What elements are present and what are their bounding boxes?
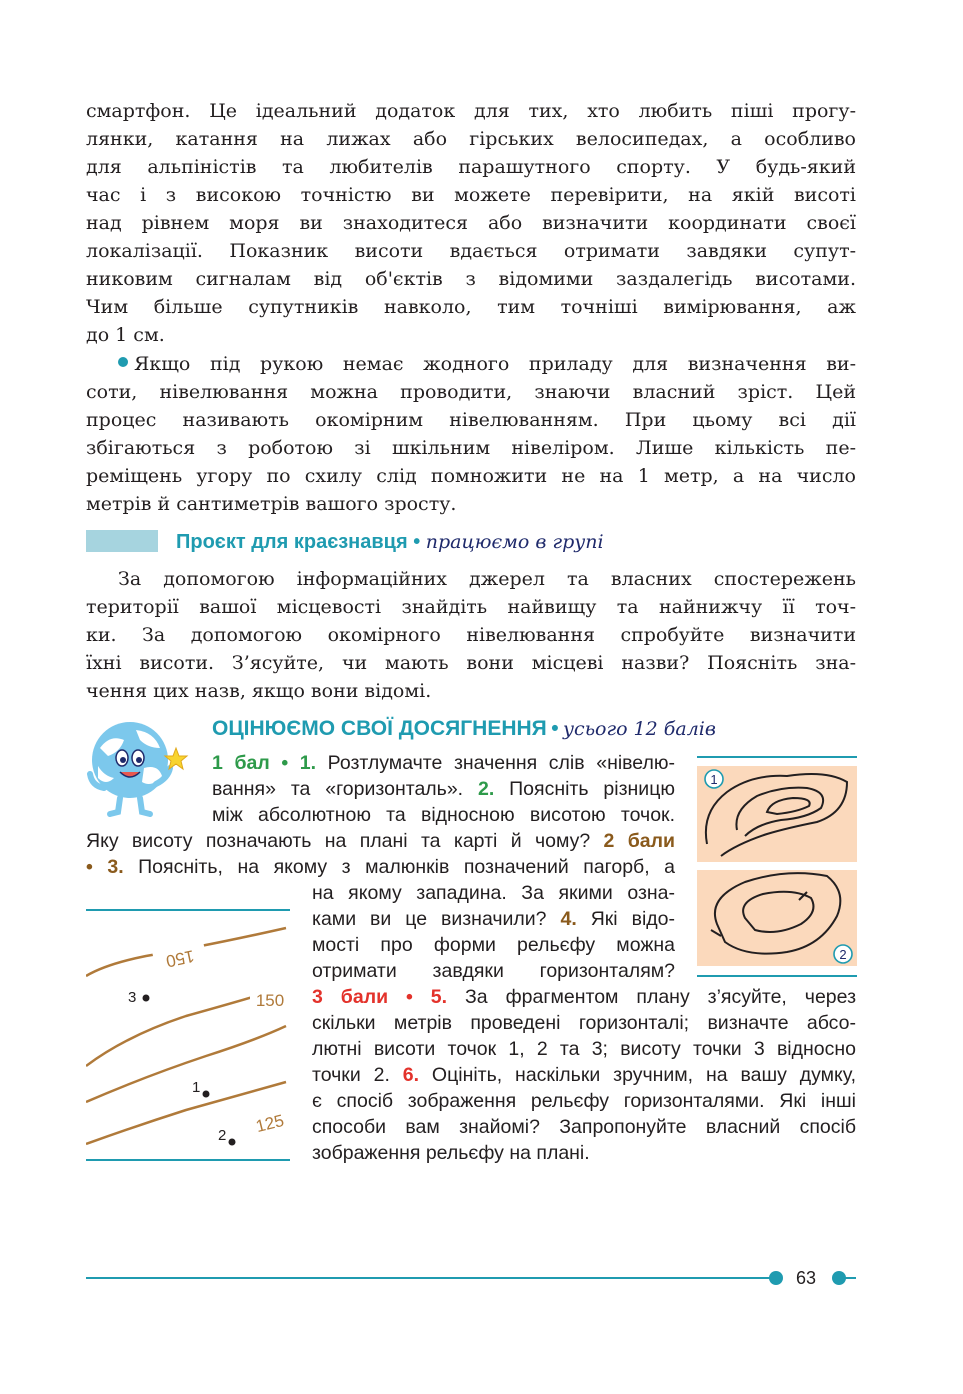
point-marker xyxy=(203,1091,210,1098)
point-label: 2 xyxy=(218,1127,227,1144)
text-line: никовим сигналам від об'єктів з відомими заздалегідь висотами. xyxy=(86,268,856,290)
text-line xyxy=(86,854,675,880)
assessment-heading xyxy=(212,714,716,746)
text-line: скільки метрів проведені горизонталі; визначте абсо- xyxy=(312,1012,856,1034)
project-heading xyxy=(176,528,604,556)
text-line: локалізації. Показник висоти вдається отримати завдяки супут- xyxy=(86,240,856,262)
text-line: лянки, катання на лижах або гірських велосипедах, а особливо xyxy=(86,128,856,150)
text-line: способи вам знайомі? Запропонуйте власний спосіб xyxy=(312,1116,856,1138)
text-line: смартфон. Це ідеальний додаток для тих, хто любить піші прогу- xyxy=(86,100,856,122)
points-label: 2 бали xyxy=(603,830,676,852)
text-line: час і з високою точністю ви можете перевірити, на якій висоті xyxy=(86,184,856,206)
contour-label: 125 xyxy=(253,1110,286,1137)
text-line: ки. За допомогою окомірного нівелювання спробуйте визначити xyxy=(86,624,856,646)
point-marker xyxy=(143,995,150,1002)
text-span: точки 2. xyxy=(312,1064,403,1086)
point-label: 3 xyxy=(128,989,137,1006)
text-line xyxy=(212,776,675,802)
text-line: реміщень угору по схилу слід помножити не на 1 метр, а на число xyxy=(86,465,856,487)
text-line xyxy=(312,1062,856,1088)
contour-line xyxy=(86,996,256,1066)
project-subtitle: працюємо в групі xyxy=(425,531,604,553)
footer-rule xyxy=(844,1277,856,1279)
bullet-dot-icon xyxy=(118,357,128,367)
text-line: є спосіб зображення рельєфу горизонталями. Які інші xyxy=(312,1090,856,1112)
task-number: 6. xyxy=(402,1064,420,1086)
assessment-subtitle: усього 12 балів xyxy=(563,718,716,740)
globe-mascot-icon xyxy=(84,718,190,822)
text-span: Поясніть, на якому з малюнків позначений пагорб, а xyxy=(123,856,676,878)
text-line: отримати завдяки горизонталям? xyxy=(312,960,675,982)
footer-rule xyxy=(86,1277,776,1279)
assessment-title: ОЦІНЮЄМО СВОЇ ДОСЯГНЕННЯ xyxy=(212,717,547,740)
text-line: соти, нівелювання можна проводити, знаючи власний зріст. Цей xyxy=(86,381,856,403)
task-number: 2. xyxy=(478,778,495,800)
contour-label: 150 xyxy=(255,991,285,1010)
text-line: між абсолютною та відносною висотою точок. xyxy=(212,804,675,826)
text-line xyxy=(312,984,856,1010)
text-line: над рівнем моря ви знаходитеся або визначити координати своєї xyxy=(86,212,856,234)
points-label: 1 бал • 1. xyxy=(212,752,317,774)
text-line xyxy=(212,750,675,776)
figure-1-number: 1 xyxy=(710,772,718,787)
text-line: процес називають окомірним нівелюванням. При цьому всі дії xyxy=(86,409,856,431)
text-span: Розтлумачте значення слів «нівелю- xyxy=(316,752,676,774)
contour-map xyxy=(86,906,290,1164)
text-line: їхні висоти. З’ясуйте, чи мають вони місцеві назви? Поясніть зна- xyxy=(86,652,856,674)
separator-dot: • xyxy=(551,717,559,740)
text-line: зображення рельєфу на плані. xyxy=(312,1142,590,1164)
point-marker xyxy=(229,1139,236,1146)
page-number: 63 xyxy=(795,1268,817,1288)
text-line xyxy=(86,828,675,854)
text-line: території вашої місцевості знайдіть найвищу та найнижчу її точ- xyxy=(86,596,856,618)
text-span: За фрагментом плану з’ясуйте, через xyxy=(447,986,857,1008)
text-line: Чим більше супутників навколо, тим точніші вимірювання, аж xyxy=(86,296,856,318)
text-span: вання» та «горизонталь». xyxy=(212,778,478,800)
text-line: лютні висоти точок 1, 2 та 3; висоту точки 3 відносно xyxy=(312,1038,856,1060)
text-span: Поясніть різницю xyxy=(494,778,675,800)
text-line: За допомогою інформаційних джерел та власних спостережень xyxy=(118,568,856,590)
text-span: ками ви це визначили? xyxy=(312,908,561,930)
text-line: метрів й сантиметрів вашого зросту. xyxy=(86,493,457,515)
points-label: • 3. xyxy=(86,856,124,878)
text-line: до 1 см. xyxy=(86,324,165,346)
text-line: чення цих назв, якщо вони відомі. xyxy=(86,680,432,702)
text-line: Якщо під рукою немає жодного приладу для визначення ви- xyxy=(134,353,856,375)
footer-dot-icon xyxy=(769,1271,783,1285)
project-title: Проєкт для краєзнавця xyxy=(176,531,408,553)
separator-dot: • xyxy=(413,531,421,553)
text-line: мості про форми рельєфу можна xyxy=(312,934,675,956)
text-line: збігаються з роботою зі шкільним нівеліром. Лише кількість пе- xyxy=(86,437,856,459)
section-marker xyxy=(86,530,158,552)
figure-2-background xyxy=(697,870,857,966)
task-number: 4. xyxy=(560,908,577,930)
contour-label: 150 xyxy=(164,946,196,971)
text-line: на якому западина. За якими озна- xyxy=(312,882,675,904)
text-line: для альпіністів та любителів парашутного спорту. У будь-який xyxy=(86,156,856,178)
relief-figures xyxy=(697,752,857,982)
text-span: Яку висоту позначають на плані та карті й чому? xyxy=(86,830,604,852)
points-label: 3 бали • 5. xyxy=(312,986,448,1008)
text-span: Оцініть, наскільки зручним, на вашу думку, xyxy=(419,1064,857,1086)
figure-2-number: 2 xyxy=(839,947,847,962)
text-line xyxy=(312,906,675,932)
point-label: 1 xyxy=(192,1079,201,1096)
text-span: Які відо- xyxy=(576,908,675,930)
